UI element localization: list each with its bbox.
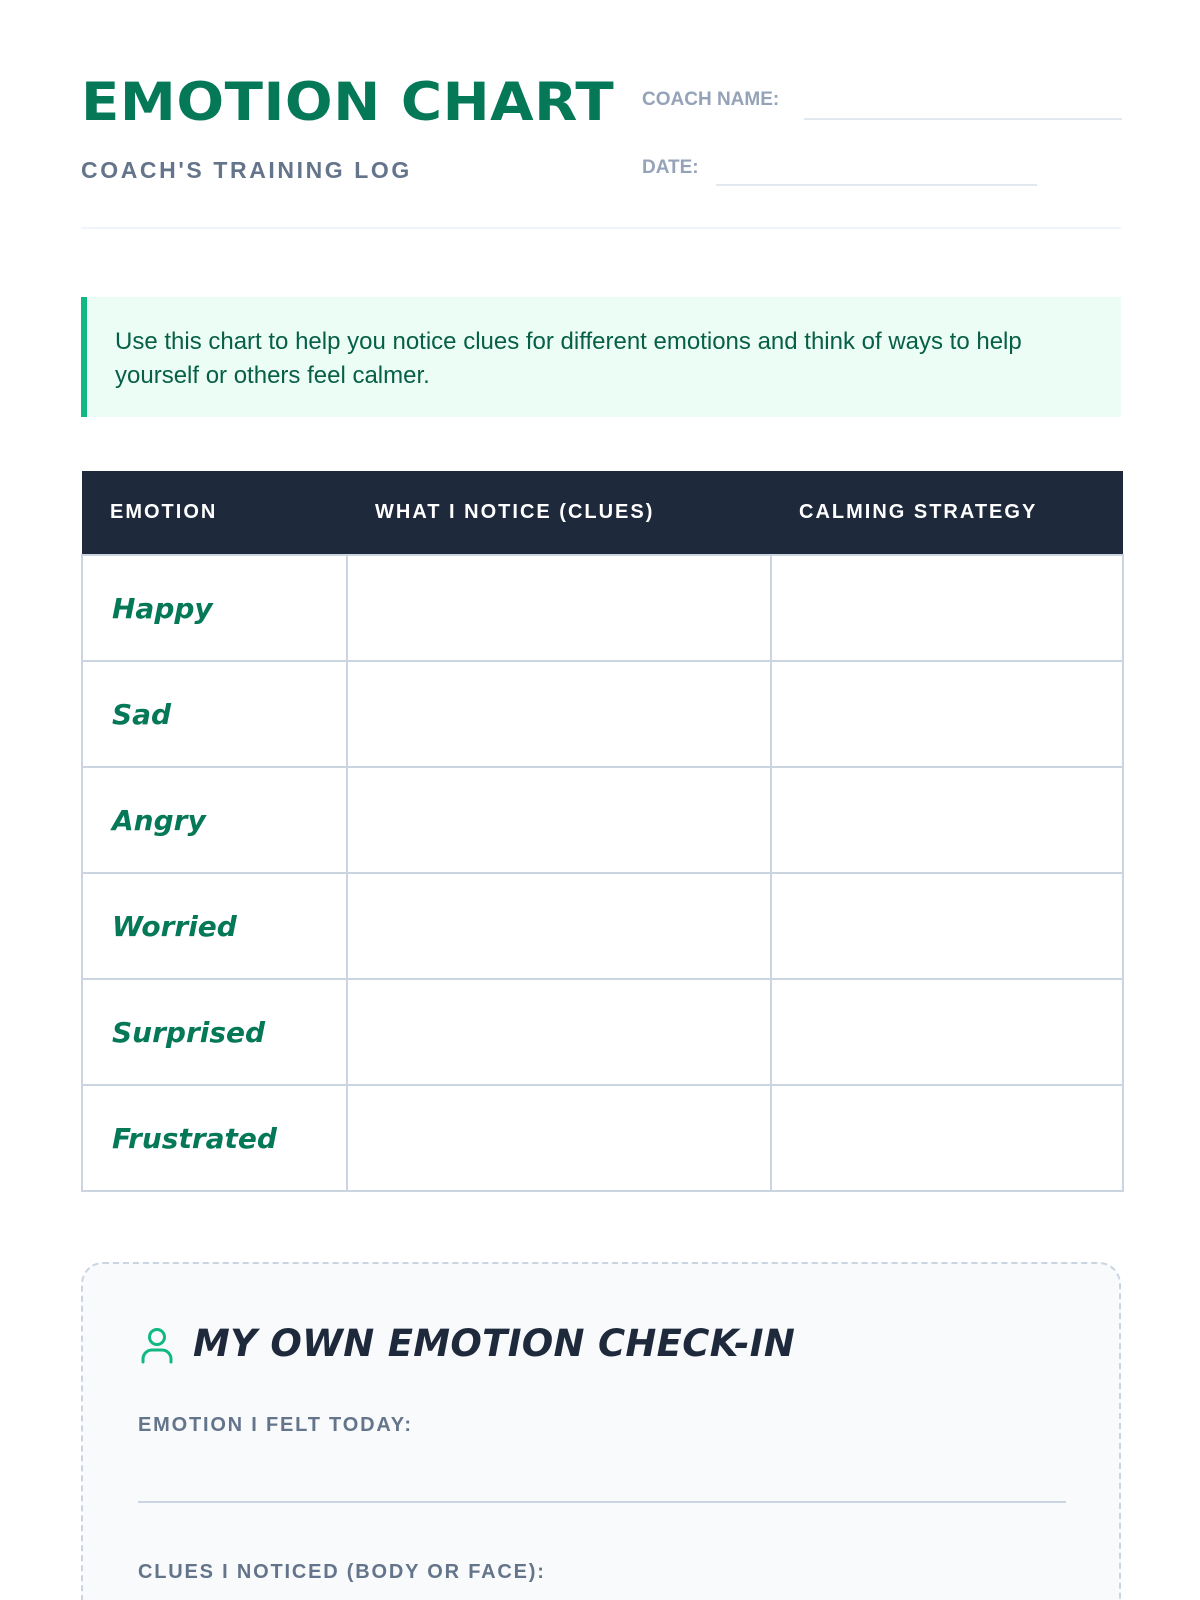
strategy-cell[interactable] xyxy=(771,661,1123,767)
table-row xyxy=(82,767,1123,873)
emotion-cell: Happy xyxy=(82,555,347,661)
emotion-felt-field[interactable] xyxy=(138,1501,1066,1503)
clues-cell[interactable] xyxy=(347,979,771,1085)
clues-cell[interactable] xyxy=(347,555,771,661)
coach-name-label: COACH NAME: xyxy=(642,89,780,110)
clues-noticed-label: CLUES I NOTICED (BODY OR FACE): xyxy=(138,1561,546,1583)
date-field[interactable] xyxy=(716,184,1037,186)
clues-cell[interactable] xyxy=(347,873,771,979)
header-divider xyxy=(81,227,1121,229)
intro-callout xyxy=(81,297,1121,417)
table-row xyxy=(82,873,1123,979)
page-subtitle: COACH'S TRAINING LOG xyxy=(81,157,412,183)
column-header-emotion: EMOTION xyxy=(82,471,347,555)
column-header-clues: WHAT I NOTICE (CLUES) xyxy=(347,471,771,555)
table-header-row xyxy=(82,471,1123,555)
strategy-cell[interactable] xyxy=(771,979,1123,1085)
emotion-cell: Worried xyxy=(82,873,347,979)
person-icon xyxy=(140,1326,174,1364)
clues-cell[interactable] xyxy=(347,661,771,767)
clues-cell[interactable] xyxy=(347,1085,771,1191)
table-row xyxy=(82,555,1123,661)
emotion-cell: Sad xyxy=(82,661,347,767)
checkin-section xyxy=(81,1262,1121,1600)
table-row xyxy=(82,1085,1123,1191)
checkin-title: MY OWN EMOTION CHECK-IN xyxy=(193,1322,796,1365)
strategy-cell[interactable] xyxy=(771,767,1123,873)
table-row xyxy=(82,661,1123,767)
clues-cell[interactable] xyxy=(347,767,771,873)
strategy-cell[interactable] xyxy=(771,1085,1123,1191)
strategy-cell[interactable] xyxy=(771,873,1123,979)
date-label: DATE: xyxy=(642,157,699,178)
emotion-felt-label: EMOTION I FELT TODAY: xyxy=(138,1414,413,1436)
table-row xyxy=(82,979,1123,1085)
intro-text: Use this chart to help you notice clues for different emotions and think of ways to help yourself or others feel calmer. xyxy=(115,328,1022,389)
emotion-cell: Frustrated xyxy=(82,1085,347,1191)
page-title: EMOTION CHART xyxy=(81,72,615,133)
coach-name-field[interactable] xyxy=(804,118,1122,120)
emotion-table xyxy=(81,471,1124,1192)
emotion-cell: Surprised xyxy=(82,979,347,1085)
strategy-cell[interactable] xyxy=(771,555,1123,661)
emotion-cell: Angry xyxy=(82,767,347,873)
column-header-strategy: CALMING STRATEGY xyxy=(771,471,1123,555)
